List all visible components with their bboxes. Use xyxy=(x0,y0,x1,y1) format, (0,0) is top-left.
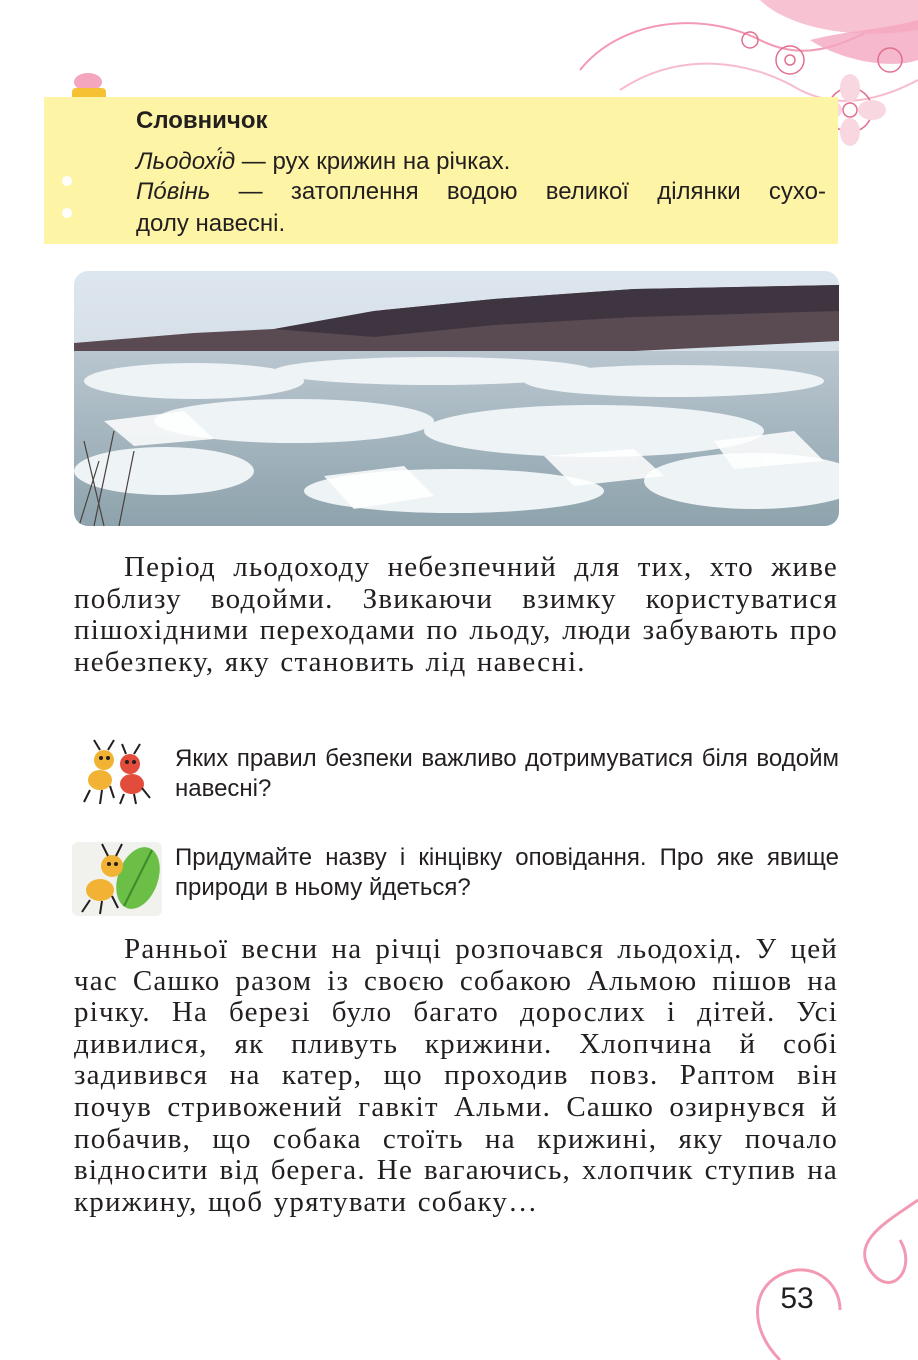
ant-with-leaf-icon xyxy=(72,838,162,916)
paragraph-ice-drift-danger: Період льодоходу небезпечний для тих, хто живе поблизу водойми. Звикаючи взимку користуватися пішохідними переходами по льоду, люди забувають про небезпеку, яку становить лід навесні. xyxy=(74,551,838,678)
ants-icon xyxy=(80,736,154,806)
glossary-term: По́вінь xyxy=(136,178,211,205)
story-paragraph: Ранньої весни на річці розпочався льодохід. У цей час Сашко разом із своєю собакою Альмою пішов на річку. На березі було багато дорослих і дітей. Усі дивилися, як пливуть крижини. Хлопчина й собі задивився на катер, що проходив повз. Раптом він почув стривожений гавкіт Альми. Сашко озирнувся й побачив, що собака стоїть на крижині, яку почало відносити від берега. Не вагаючись, хлопчик ступив на крижину, щоб урятувати собаку… xyxy=(74,933,838,1218)
binder-hole xyxy=(62,208,72,218)
river-ice-drift-photo xyxy=(74,271,839,526)
task-question-safety-rules: Яких правил безпеки важливо дотримуватися біля водойм навесні? xyxy=(175,745,839,802)
glossary-entry-ice-drift xyxy=(136,146,826,178)
binder-hole xyxy=(62,176,72,186)
glossary-term: Льодохі́д xyxy=(136,148,236,175)
page-number-swirl-decoration xyxy=(740,1180,918,1360)
glossary-title: Словничок xyxy=(136,107,268,134)
glossary-definition-continued: долу навесні. xyxy=(136,210,286,237)
glossary-definition: — рух крижин на річках. xyxy=(235,148,511,175)
glossary-entry-flood xyxy=(136,176,826,240)
task-invent-title-and-ending: Придумайте назву і кінцівку оповідання. Про яке явище природи в ньому йдеться? xyxy=(175,844,839,901)
photo-illustration xyxy=(74,271,839,526)
glossary-definition: — затоплення водою великої ділянки сухо- xyxy=(210,178,826,205)
page-number: 53 xyxy=(780,1282,814,1315)
